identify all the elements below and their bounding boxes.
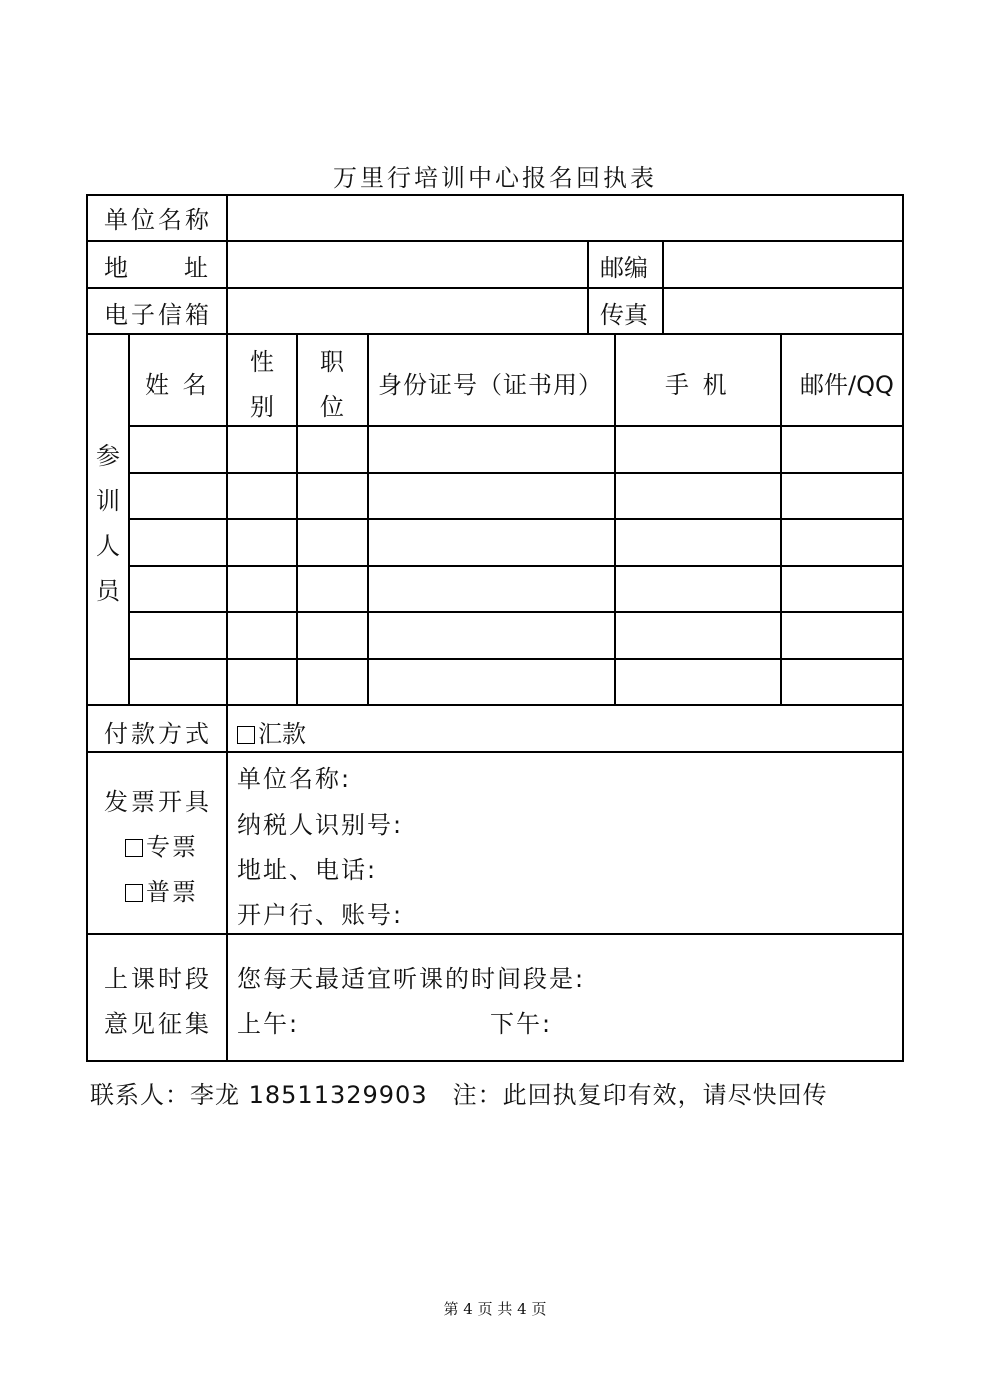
- payment-label: 付款方式: [104, 720, 212, 748]
- fax-field[interactable]: [665, 289, 902, 333]
- row-divider: [86, 751, 904, 753]
- schedule-afternoon-field[interactable]: 下午:: [490, 1010, 553, 1038]
- invoice-label: 发票开具: [104, 788, 212, 816]
- table-row[interactable]: [131, 474, 902, 518]
- row-divider: [86, 933, 904, 935]
- invoice-address-phone-field[interactable]: 地址、电话:: [237, 856, 378, 884]
- invoice-option-special[interactable]: 专票: [125, 835, 198, 859]
- table-row[interactable]: [131, 660, 902, 704]
- table-row[interactable]: [131, 520, 902, 565]
- table-row[interactable]: [131, 427, 902, 472]
- column-divider: [226, 194, 228, 334]
- special-invoice-checkbox[interactable]: [125, 839, 143, 857]
- schedule-question: 您每天最适宜听课的时间段是:: [237, 965, 586, 993]
- address-label-right: 址: [184, 254, 208, 282]
- header-gender-bottom: 别: [250, 393, 274, 421]
- invoice-bank-account-field[interactable]: 开户行、账号:: [237, 901, 404, 929]
- participants-label: 参 训 人 员: [96, 442, 120, 605]
- unit-name-field[interactable]: [229, 196, 902, 240]
- address-label-left: 地: [104, 254, 128, 282]
- header-position-bottom: 位: [320, 393, 344, 421]
- payment-option-remittance[interactable]: 汇款: [237, 722, 306, 746]
- contact-footer: 联系人：李龙 18511329903 注：此回执复印有效，请尽快回传: [90, 1081, 828, 1109]
- schedule-label-bottom: 意见征集: [104, 1010, 212, 1038]
- general-invoice-checkbox[interactable]: [125, 884, 143, 902]
- column-divider: [587, 240, 589, 334]
- column-divider: [128, 333, 130, 705]
- table-row[interactable]: [131, 613, 902, 658]
- header-id-number: 身份证号（证书用）: [378, 371, 603, 399]
- column-divider: [662, 240, 664, 334]
- fax-label: 传真: [600, 301, 648, 329]
- invoice-unit-name-field[interactable]: 单位名称:: [237, 765, 352, 793]
- invoice-tax-id-field[interactable]: 纳税人识别号:: [237, 811, 404, 839]
- remittance-checkbox[interactable]: [237, 726, 255, 744]
- header-mail-qq: 邮件/QQ: [800, 371, 894, 399]
- email-label: 电子信箱: [104, 301, 212, 329]
- form-title: 万里行培训中心报名回执表: [333, 164, 657, 192]
- postcode-label: 邮编: [600, 254, 648, 282]
- column-divider: [226, 704, 228, 1062]
- page-number: 第 4 页 共 4 页: [443, 1300, 547, 1318]
- address-field[interactable]: [229, 242, 586, 287]
- header-position-top: 职: [320, 348, 344, 376]
- postcode-field[interactable]: [665, 242, 902, 287]
- unit-name-label: 单位名称: [104, 206, 212, 234]
- table-row[interactable]: [131, 567, 902, 611]
- schedule-label-top: 上课时段: [104, 965, 212, 993]
- header-mobile: 手 机: [665, 371, 730, 399]
- email-field[interactable]: [229, 289, 586, 333]
- schedule-morning-field[interactable]: 上午:: [237, 1010, 300, 1038]
- header-name: 姓 名: [145, 371, 210, 399]
- header-gender-top: 性: [250, 348, 274, 376]
- invoice-option-general[interactable]: 普票: [125, 880, 198, 904]
